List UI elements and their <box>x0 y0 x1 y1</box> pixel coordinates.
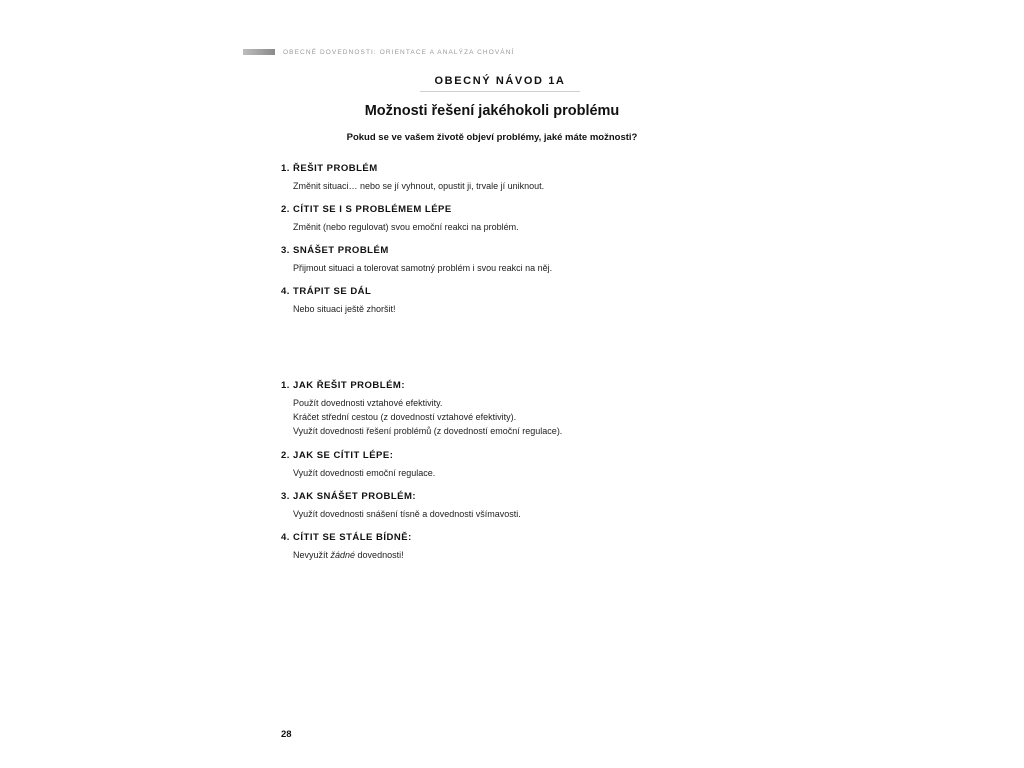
howto-line: Využít dovednosti snášení tísně a dovednosti všímavosti. <box>293 509 521 519</box>
howto-lines <box>293 466 435 480</box>
howto-line: Použít dovednosti vztahové efektivity. <box>293 398 443 408</box>
howto-lines <box>293 507 521 521</box>
howto-heading: 2. JAK SE CÍTIT LÉPE: <box>281 450 394 461</box>
option-heading: 1. ŘEŠIT PROBLÉM <box>281 163 378 174</box>
howto-heading: 4. CÍTIT SE STÁLE BÍDNĚ: <box>281 532 412 543</box>
howto-line: Kráčet střední cestou (z dovedností vztahové efektivity). <box>293 412 517 422</box>
option-item <box>281 204 519 234</box>
howto-lines <box>293 548 412 562</box>
option-item <box>281 163 544 193</box>
handout-title: Možnosti řešení jakéhokoli problému <box>364 103 620 119</box>
howto-heading: 1. JAK ŘEŠIT PROBLÉM: <box>281 380 405 391</box>
running-header <box>243 47 514 57</box>
howto-item <box>281 380 562 438</box>
option-text: Nebo situaci ještě zhoršit! <box>293 304 396 314</box>
option-heading: 3. SNÁŠET PROBLÉM <box>281 245 389 256</box>
howto-line-end: dovednosti! <box>355 550 404 560</box>
option-item <box>281 245 552 275</box>
handout-subtitle: Pokud se ve vašem životě objeví problémy, jaké máte možnosti? <box>346 132 638 143</box>
howto-heading: 3. JAK SNÁŠET PROBLÉM: <box>281 491 417 502</box>
option-text: Změnit (nebo regulovat) svou emoční reakci na problém. <box>293 222 519 232</box>
howto-item <box>281 491 521 521</box>
running-header-text: OBECNÉ DOVEDNOSTI: ORIENTACE A ANALÝZA CHOVÁNÍ <box>283 48 515 56</box>
option-heading: 2. CÍTIT SE I S PROBLÉMEM LÉPE <box>281 204 452 215</box>
option-text: Přijmout situaci a tolerovat samotný problém i svou reakci na něj. <box>293 263 553 273</box>
option-item <box>281 286 396 316</box>
header-decorative-bar <box>243 49 275 55</box>
option-text: Změnit situaci… nebo se jí vyhnout, opustit ji, trvale jí uniknout. <box>293 181 545 191</box>
option-heading: 4. TRÁPIT SE DÁL <box>281 286 372 297</box>
howto-line: Využít dovednosti emoční regulace. <box>293 468 436 478</box>
howto-line: Využít dovednosti řešení problémů (z dovedností emoční regulace). <box>293 426 563 436</box>
handout-label: OBECNÝ NÁVOD 1A <box>420 75 580 92</box>
howto-line <box>293 548 412 562</box>
howto-line-start: Nevyužít <box>293 550 331 560</box>
howto-item <box>281 532 412 562</box>
page-number: 28 <box>281 729 292 740</box>
howto-line-emphasis: žádné <box>330 550 356 560</box>
howto-lines <box>293 396 562 438</box>
howto-item <box>281 450 435 480</box>
